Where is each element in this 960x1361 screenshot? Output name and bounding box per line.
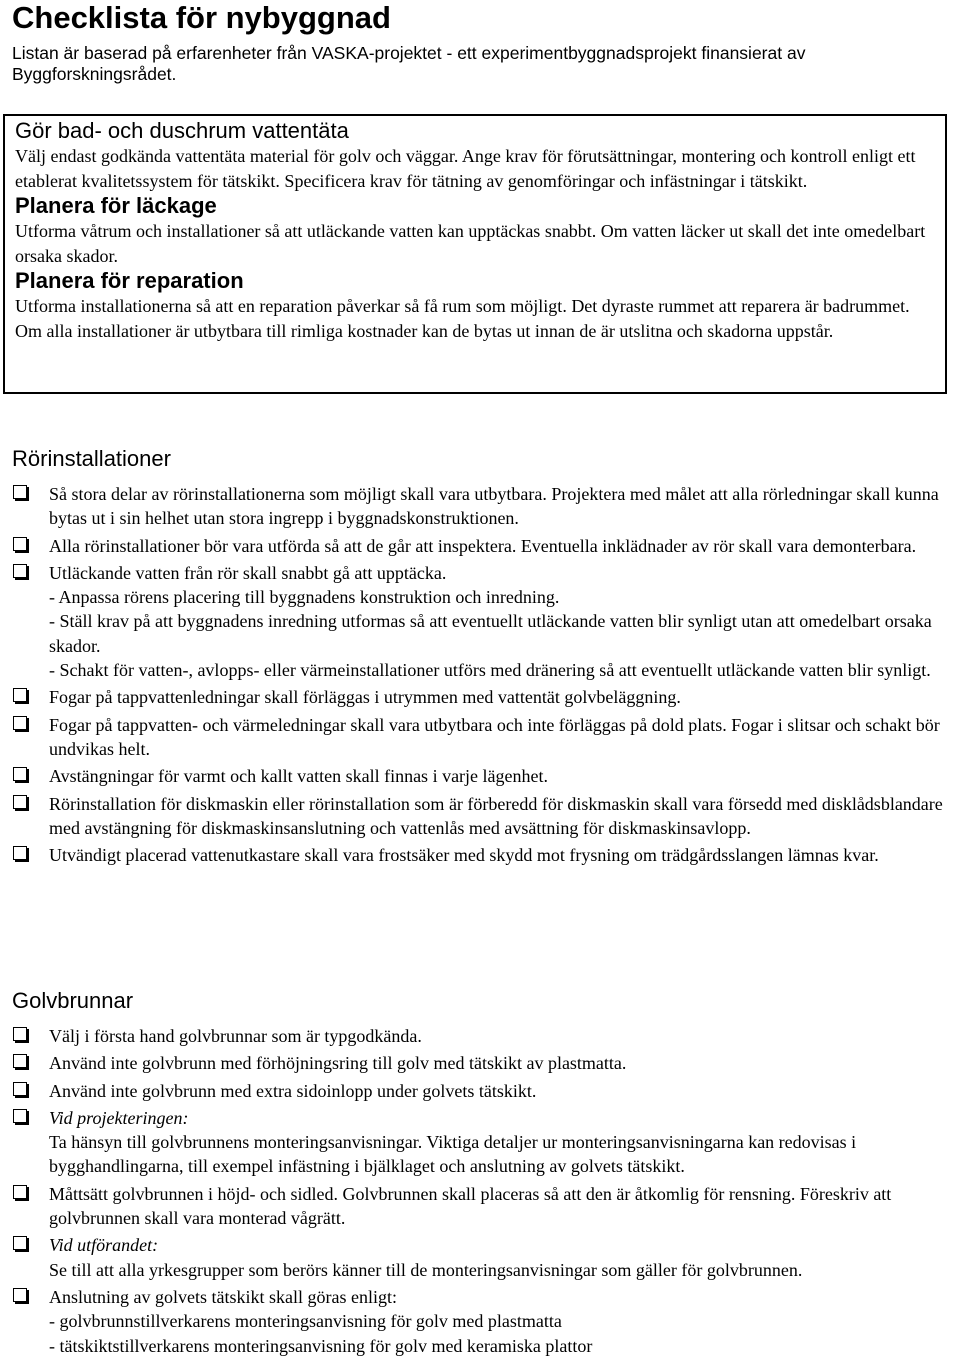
checklist-item [10,1024,958,1048]
box-heading-lackage: Planera för läckage [15,193,217,218]
checklist-subitem: - tätskiktstillverkarens monteringsanvisning för golv med keramiska plattor [49,1335,593,1356]
checkbox-icon[interactable] [13,564,27,578]
checklist-item-text: Använd inte golvbrunn med extra sidoinlopp under golvets tätskikt. [49,1080,537,1101]
checklist-subitem: - golvbrunnstillverkarens monteringsanvisning för golv med plastmatta [49,1311,562,1332]
checklist-item [10,561,958,682]
checklist-item-text: Rörinstallation för diskmaskin eller rörinstallation som är förberedd för diskmaskin skall vara försedd med disklådsblandare med avstängning för diskmaskinsanslutning och vattenlås med avsättning för diskmaskinsavlopp. [49,793,943,838]
checkbox-icon[interactable] [13,1109,27,1123]
checklist-item [10,1182,958,1231]
checklist-subitem: - Anpassa rörens placering till byggnadens konstruktion och inredning. [49,587,560,608]
checkbox-icon[interactable] [13,1027,27,1041]
checklist-item-text: Fogar på tappvatten- och värmeledningar skall vara utbytbara och inte förläggas på dold plats. Fogar i slitsar och schakt bör undvikas helt. [49,714,940,759]
checkbox-icon[interactable] [13,767,27,781]
checklist-item-text: Utläckande vatten från rör skall snabbt gå att upptäcka. [49,562,447,583]
box-heading-vattentata: Gör bad- och duschrum vattentäta [15,118,349,143]
box-paragraph-reparation: Utforma installationerna så att en reparation påverkar så få rum som möjligt. Det dyraste rummet att reparera är badrummet. Om alla installationer är utbytbara till rimliga kostnader kan de bytas ut innan de är utslitna och skadorna uppstår. [15,296,910,341]
checklist-item-text: Ta hänsyn till golvbrunnens monteringsanvisningar. Viktiga detaljer ur monteringsanvisningarna kan redovisas i bygghandlingarna, till exempel infästning i bjälklaget och anslutning av golvets tätskikt. [49,1132,857,1177]
checkbox-icon[interactable] [13,485,27,499]
checklist-item-text: Välj i första hand golvbrunnar som är typgodkända. [49,1026,422,1046]
checklist-item-text: Så stora delar av rörinstallationerna som möjligt skall vara utbytbara. Projektera med målet att alla rörledningar skall kunna bytas ut i sin helhet utan stora ingrepp i byggnadskonstruktionen. [49,484,939,529]
checkbox-icon[interactable] [13,846,27,860]
box-paragraph-vattentata: Välj endast godkända vattentäta material för golv och väggar. Ange krav för förutsättningar, montering och kontroll enligt ett etablerat kvalitetssystem för tätskikt. Specificera krav för tätning av genomföringar och infästningar i tätskikt. [15,146,916,191]
checklist-item [10,792,958,841]
checklist-item [10,1285,958,1358]
checkbox-icon[interactable] [13,1185,27,1199]
checkbox-icon[interactable] [13,1054,27,1068]
checkbox-icon[interactable] [13,537,27,551]
info-box [3,114,947,394]
box-paragraph-lackage: Utforma våtrum och installationer så att utläckande vatten kan upptäckas snabbt. Om vatten läcker ut skall det inte omedelbart orsaka skador. [15,221,926,266]
checklist-item-text: Avstängningar för varmt och kallt vatten skall finnas i varje lägenhet. [49,766,549,787]
checkbox-icon[interactable] [13,1082,27,1096]
checklist-item [10,764,958,788]
page-title: Checklista för nybyggnad [12,0,391,35]
checklist-item-text: Fogar på tappvattenledningar skall förläggas i utrymmen med vattentät golvbeläggning. [49,687,681,708]
checkbox-icon[interactable] [13,716,27,730]
section-heading-golvbrunnar: Golvbrunnar [12,988,134,1013]
checkbox-icon[interactable] [13,795,27,809]
checklist-item [10,1106,958,1179]
section-heading-rorinstallationer: Rörinstallationer [12,446,171,471]
checkbox-icon[interactable] [13,1236,27,1250]
checklist-item-label: Vid projekteringen: [49,1107,189,1128]
checklist-item [10,713,958,762]
checklist-item-text: Se till att alla yrkesgrupper som berörs känner till de monteringsanvisningar som gäller för golvbrunnen. [49,1259,803,1280]
checklist-item [10,685,958,709]
checkbox-icon[interactable] [13,688,27,702]
checklist-subitem: - Ställ krav på att byggnadens inredning utformas så att eventuellt utläckande vatten blir synligt utan att omedelbart orsaka skador. [49,611,932,656]
checklist-item [10,1079,958,1103]
checklist-subitem: - Schakt för vatten-, avlopps- eller värmeinstallationer utförs med dränering så att eventuellt utläckande vatten blir synligt. [49,660,931,681]
checklist-rorinstallationer [10,482,958,870]
checklist-item [10,482,958,531]
checklist-item [10,1051,958,1075]
checklist-item-text: Måttsätt golvbrunnen i höjd- och sidled. Golvbrunnen skall placeras så att den är åtkomlig för rensning. Föreskriv att golvbrunnen skall vara monterad vågrätt. [49,1183,892,1229]
checklist-item-label: Vid utförandet: [49,1235,159,1256]
checklist-item-text: Använd inte golvbrunn med förhöjningsring till golv med tätskikt av plastmatta. [49,1053,627,1074]
intro-text: Listan är baserad på erfarenheter från VASKA-projektet - ett experimentbyggnadsprojekt finansierat av Byggforskningsrådet. [12,43,806,84]
box-heading-reparation: Planera för reparation [15,268,244,293]
checklist-item [10,1233,958,1282]
checklist-item [10,843,958,867]
checklist-item-text: Utvändigt placerad vattenutkastare skall vara frostsäker med skydd mot frysning om trädgårdsslangen lämnas kvar. [49,845,879,866]
checklist-item-text: Anslutning av golvets tätskikt skall göras enligt: [49,1286,397,1307]
checklist-item [10,534,958,558]
checkbox-icon[interactable] [13,1288,27,1302]
checklist-golvbrunnar [10,1024,958,1361]
checklist-item-text: Alla rörinstallationer bör vara utförda så att de går att inspektera. Eventuella inklädnader av rör skall vara demonterbara. [49,535,917,556]
